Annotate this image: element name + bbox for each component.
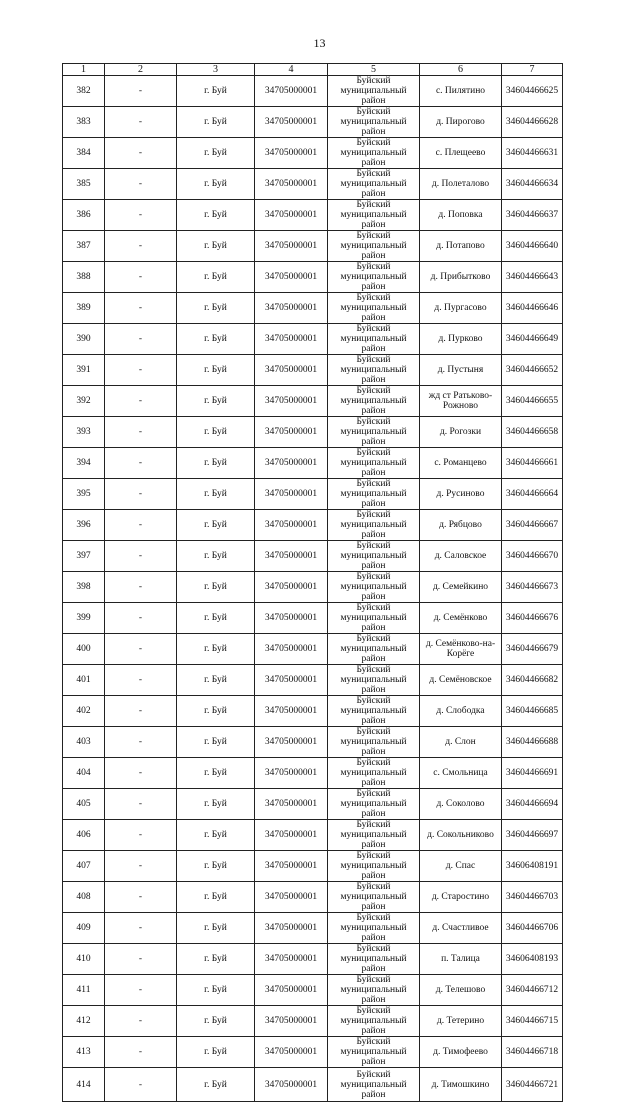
district-cell: Буйский муниципальный район [328, 851, 420, 882]
table-row [63, 541, 563, 572]
row-number-cell: 390 [63, 324, 105, 355]
row-number-cell: 388 [63, 262, 105, 293]
city-code-cell: 34705000001 [255, 975, 328, 1006]
row-number-cell: 384 [63, 138, 105, 169]
settlement-code-cell: 34604466661 [502, 448, 563, 479]
code-2-cell: - [105, 200, 177, 231]
row-number-cell: 393 [63, 417, 105, 448]
code-2-cell: - [105, 231, 177, 262]
district-cell: Буйский муниципальный район [328, 262, 420, 293]
city-cell: г. Буй [177, 169, 255, 200]
settlement-code-cell: 34604466658 [502, 417, 563, 448]
table-row [63, 417, 563, 448]
row-number-cell: 402 [63, 696, 105, 727]
column-header: 4 [255, 64, 328, 76]
city-cell: г. Буй [177, 293, 255, 324]
settlement-code-cell: 34604466703 [502, 882, 563, 913]
code-2-cell: - [105, 1037, 177, 1068]
row-number-cell: 385 [63, 169, 105, 200]
row-number-cell: 412 [63, 1006, 105, 1037]
table-row [63, 572, 563, 603]
district-cell: Буйский муниципальный район [328, 107, 420, 138]
settlement-cell: д. Потапово [420, 231, 502, 262]
settlement-code-cell: 34604466682 [502, 665, 563, 696]
table-row [63, 107, 563, 138]
settlement-cell: п. Талица [420, 944, 502, 975]
city-cell: г. Буй [177, 1006, 255, 1037]
settlement-cell: д. Пурково [420, 324, 502, 355]
district-cell: Буйский муниципальный район [328, 634, 420, 665]
city-cell: г. Буй [177, 262, 255, 293]
city-cell: г. Буй [177, 882, 255, 913]
settlement-code-cell: 34604466628 [502, 107, 563, 138]
code-2-cell: - [105, 138, 177, 169]
code-2-cell: - [105, 696, 177, 727]
settlement-cell: д. Русиново [420, 479, 502, 510]
code-2-cell: - [105, 448, 177, 479]
district-cell: Буйский муниципальный район [328, 293, 420, 324]
settlement-code-cell: 34604466691 [502, 758, 563, 789]
settlement-cell: д. Спас [420, 851, 502, 882]
table-row [63, 665, 563, 696]
settlement-code-cell: 34604466631 [502, 138, 563, 169]
city-cell: г. Буй [177, 479, 255, 510]
settlement-cell: с. Пилятино [420, 76, 502, 107]
code-2-cell: - [105, 386, 177, 417]
district-cell: Буйский муниципальный район [328, 324, 420, 355]
code-2-cell: - [105, 603, 177, 634]
city-code-cell: 34705000001 [255, 789, 328, 820]
settlement-cell: д. Телешово [420, 975, 502, 1006]
settlement-code-cell: 34604466652 [502, 355, 563, 386]
city-code-cell: 34705000001 [255, 138, 328, 169]
code-2-cell: - [105, 913, 177, 944]
city-code-cell: 34705000001 [255, 696, 328, 727]
code-2-cell: - [105, 944, 177, 975]
header-row [63, 64, 563, 76]
city-cell: г. Буй [177, 975, 255, 1006]
table-row [63, 448, 563, 479]
city-code-cell: 34705000001 [255, 541, 328, 572]
table-row [63, 200, 563, 231]
district-cell: Буйский муниципальный район [328, 789, 420, 820]
table-row [63, 138, 563, 169]
code-2-cell: - [105, 789, 177, 820]
district-cell: Буйский муниципальный район [328, 541, 420, 572]
city-cell: г. Буй [177, 510, 255, 541]
settlement-cell: с. Смольница [420, 758, 502, 789]
table-row [63, 169, 563, 200]
code-2-cell: - [105, 76, 177, 107]
row-number-cell: 408 [63, 882, 105, 913]
city-cell: г. Буй [177, 107, 255, 138]
city-code-cell: 34705000001 [255, 355, 328, 386]
city-code-cell: 34705000001 [255, 727, 328, 758]
city-code-cell: 34705000001 [255, 1006, 328, 1037]
city-cell: г. Буй [177, 1068, 255, 1102]
district-cell: Буйский муниципальный район [328, 1068, 420, 1102]
settlement-cell: д. Семейкино [420, 572, 502, 603]
district-cell: Буйский муниципальный район [328, 820, 420, 851]
city-cell: г. Буй [177, 944, 255, 975]
district-cell: Буйский муниципальный район [328, 169, 420, 200]
city-cell: г. Буй [177, 1037, 255, 1068]
code-2-cell: - [105, 479, 177, 510]
table-row [63, 944, 563, 975]
city-cell: г. Буй [177, 665, 255, 696]
city-cell: г. Буй [177, 324, 255, 355]
city-code-cell: 34705000001 [255, 1068, 328, 1102]
district-cell: Буйский муниципальный район [328, 758, 420, 789]
district-cell: Буйский муниципальный район [328, 882, 420, 913]
settlement-code-cell: 34604466679 [502, 634, 563, 665]
city-cell: г. Буй [177, 851, 255, 882]
settlement-code-cell: 34604466634 [502, 169, 563, 200]
city-code-cell: 34705000001 [255, 107, 328, 138]
city-cell: г. Буй [177, 231, 255, 262]
city-code-cell: 34705000001 [255, 200, 328, 231]
row-number-cell: 382 [63, 76, 105, 107]
row-number-cell: 407 [63, 851, 105, 882]
code-2-cell: - [105, 634, 177, 665]
city-cell: г. Буй [177, 634, 255, 665]
city-code-cell: 34705000001 [255, 386, 328, 417]
settlement-code-cell: 34604466673 [502, 572, 563, 603]
row-number-cell: 414 [63, 1068, 105, 1102]
city-cell: г. Буй [177, 572, 255, 603]
code-2-cell: - [105, 1068, 177, 1102]
table-row [63, 634, 563, 665]
city-cell: г. Буй [177, 417, 255, 448]
code-2-cell: - [105, 169, 177, 200]
row-number-cell: 383 [63, 107, 105, 138]
row-number-cell: 386 [63, 200, 105, 231]
code-2-cell: - [105, 510, 177, 541]
city-cell: г. Буй [177, 913, 255, 944]
district-cell: Буйский муниципальный район [328, 944, 420, 975]
table-row [63, 324, 563, 355]
table-row [63, 696, 563, 727]
row-number-cell: 399 [63, 603, 105, 634]
settlement-cell: д. Рябцово [420, 510, 502, 541]
settlement-code-cell: 34604466718 [502, 1037, 563, 1068]
city-code-cell: 34705000001 [255, 944, 328, 975]
code-2-cell: - [105, 417, 177, 448]
row-number-cell: 395 [63, 479, 105, 510]
city-cell: г. Буй [177, 200, 255, 231]
settlement-code-cell: 34604466670 [502, 541, 563, 572]
district-cell: Буйский муниципальный район [328, 355, 420, 386]
row-number-cell: 413 [63, 1037, 105, 1068]
settlement-cell: д. Семёновское [420, 665, 502, 696]
row-number-cell: 411 [63, 975, 105, 1006]
table-row [63, 1006, 563, 1037]
settlement-code-cell: 34604466640 [502, 231, 563, 262]
code-2-cell: - [105, 851, 177, 882]
settlement-code-cell: 34604466715 [502, 1006, 563, 1037]
table-row [63, 758, 563, 789]
code-2-cell: - [105, 1006, 177, 1037]
row-number-cell: 409 [63, 913, 105, 944]
table-row [63, 851, 563, 882]
table-row [63, 386, 563, 417]
table-row [63, 1037, 563, 1068]
city-cell: г. Буй [177, 758, 255, 789]
settlement-cell: д. Поповка [420, 200, 502, 231]
city-code-cell: 34705000001 [255, 293, 328, 324]
row-number-cell: 405 [63, 789, 105, 820]
code-2-cell: - [105, 882, 177, 913]
city-code-cell: 34705000001 [255, 758, 328, 789]
district-cell: Буйский муниципальный район [328, 231, 420, 262]
table-row [63, 231, 563, 262]
city-code-cell: 34705000001 [255, 417, 328, 448]
code-2-cell: - [105, 293, 177, 324]
city-code-cell: 34705000001 [255, 1037, 328, 1068]
city-code-cell: 34705000001 [255, 634, 328, 665]
row-number-cell: 391 [63, 355, 105, 386]
row-number-cell: 398 [63, 572, 105, 603]
settlement-code-cell: 34604466712 [502, 975, 563, 1006]
district-cell: Буйский муниципальный район [328, 665, 420, 696]
city-cell: г. Буй [177, 76, 255, 107]
table-row [63, 355, 563, 386]
settlement-code-cell: 34606408193 [502, 944, 563, 975]
city-code-cell: 34705000001 [255, 851, 328, 882]
settlement-cell: с. Романцево [420, 448, 502, 479]
city-cell: г. Буй [177, 789, 255, 820]
district-cell: Буйский муниципальный район [328, 138, 420, 169]
row-number-cell: 392 [63, 386, 105, 417]
table-row [63, 1068, 563, 1102]
column-header: 3 [177, 64, 255, 76]
city-code-cell: 34705000001 [255, 510, 328, 541]
settlement-cell: д. Полеталово [420, 169, 502, 200]
row-number-cell: 394 [63, 448, 105, 479]
settlement-code-cell: 34604466694 [502, 789, 563, 820]
settlement-cell: д. Сокольниково [420, 820, 502, 851]
settlement-cell: д. Семёнково-на-Корёге [420, 634, 502, 665]
row-number-cell: 400 [63, 634, 105, 665]
settlement-cell: д. Пирогово [420, 107, 502, 138]
table-row [63, 603, 563, 634]
row-number-cell: 406 [63, 820, 105, 851]
code-2-cell: - [105, 572, 177, 603]
district-cell: Буйский муниципальный район [328, 1006, 420, 1037]
settlement-cell: д. Рогозки [420, 417, 502, 448]
table-row [63, 510, 563, 541]
settlement-code-cell: 34604466664 [502, 479, 563, 510]
settlement-code-cell: 34604466655 [502, 386, 563, 417]
settlement-code-cell: 34604466688 [502, 727, 563, 758]
registry-table [62, 63, 563, 1102]
settlement-cell: д. Соколово [420, 789, 502, 820]
district-cell: Буйский муниципальный район [328, 603, 420, 634]
district-cell: Буйский муниципальный район [328, 417, 420, 448]
district-cell: Буйский муниципальный район [328, 479, 420, 510]
table-row [63, 882, 563, 913]
district-cell: Буйский муниципальный район [328, 975, 420, 1006]
code-2-cell: - [105, 758, 177, 789]
row-number-cell: 410 [63, 944, 105, 975]
page-number: 13 [313, 36, 326, 50]
settlement-code-cell: 34604466625 [502, 76, 563, 107]
column-header: 2 [105, 64, 177, 76]
settlement-code-cell: 34604466637 [502, 200, 563, 231]
settlement-code-cell: 34604466697 [502, 820, 563, 851]
city-code-cell: 34705000001 [255, 231, 328, 262]
city-cell: г. Буй [177, 448, 255, 479]
table-row [63, 262, 563, 293]
settlement-cell: жд ст Ратьково-Рожново [420, 386, 502, 417]
table-row [63, 913, 563, 944]
code-2-cell: - [105, 262, 177, 293]
city-cell: г. Буй [177, 386, 255, 417]
settlement-cell: д. Старостино [420, 882, 502, 913]
settlement-code-cell: 34604466706 [502, 913, 563, 944]
district-cell: Буйский муниципальный район [328, 572, 420, 603]
district-cell: Буйский муниципальный район [328, 510, 420, 541]
column-header: 1 [63, 64, 105, 76]
table-row [63, 727, 563, 758]
district-cell: Буйский муниципальный район [328, 448, 420, 479]
row-number-cell: 387 [63, 231, 105, 262]
column-header: 5 [328, 64, 420, 76]
city-code-cell: 34705000001 [255, 169, 328, 200]
city-code-cell: 34705000001 [255, 913, 328, 944]
settlement-cell: д. Слон [420, 727, 502, 758]
column-header: 7 [502, 64, 563, 76]
code-2-cell: - [105, 355, 177, 386]
district-cell: Буйский муниципальный район [328, 200, 420, 231]
city-code-cell: 34705000001 [255, 820, 328, 851]
table-row [63, 293, 563, 324]
settlement-code-cell: 34604466721 [502, 1068, 563, 1102]
settlement-cell: д. Счастливое [420, 913, 502, 944]
table-row [63, 789, 563, 820]
settlement-code-cell: 34604466649 [502, 324, 563, 355]
settlement-cell: д. Семёнково [420, 603, 502, 634]
settlement-cell: д. Пургасово [420, 293, 502, 324]
city-cell: г. Буй [177, 696, 255, 727]
row-number-cell: 403 [63, 727, 105, 758]
city-code-cell: 34705000001 [255, 603, 328, 634]
row-number-cell: 397 [63, 541, 105, 572]
city-code-cell: 34705000001 [255, 262, 328, 293]
city-cell: г. Буй [177, 820, 255, 851]
settlement-code-cell: 34604466646 [502, 293, 563, 324]
district-cell: Буйский муниципальный район [328, 727, 420, 758]
settlement-cell: д. Тимофеево [420, 1037, 502, 1068]
city-cell: г. Буй [177, 727, 255, 758]
settlement-cell: д. Пустыня [420, 355, 502, 386]
table-row [63, 820, 563, 851]
settlement-code-cell: 34606408191 [502, 851, 563, 882]
table-row [63, 76, 563, 107]
city-cell: г. Буй [177, 138, 255, 169]
city-cell: г. Буй [177, 541, 255, 572]
city-cell: г. Буй [177, 603, 255, 634]
district-cell: Буйский муниципальный район [328, 386, 420, 417]
city-code-cell: 34705000001 [255, 882, 328, 913]
district-cell: Буйский муниципальный район [328, 76, 420, 107]
district-cell: Буйский муниципальный район [328, 913, 420, 944]
table-row [63, 975, 563, 1006]
row-number-cell: 396 [63, 510, 105, 541]
code-2-cell: - [105, 107, 177, 138]
row-number-cell: 389 [63, 293, 105, 324]
code-2-cell: - [105, 541, 177, 572]
settlement-code-cell: 34604466667 [502, 510, 563, 541]
code-2-cell: - [105, 665, 177, 696]
city-code-cell: 34705000001 [255, 479, 328, 510]
table-body [63, 76, 563, 1102]
settlement-code-cell: 34604466676 [502, 603, 563, 634]
city-code-cell: 34705000001 [255, 448, 328, 479]
settlement-cell: д. Слободка [420, 696, 502, 727]
row-number-cell: 404 [63, 758, 105, 789]
settlement-code-cell: 34604466643 [502, 262, 563, 293]
district-cell: Буйский муниципальный район [328, 1037, 420, 1068]
settlement-cell: д. Прибытково [420, 262, 502, 293]
city-code-cell: 34705000001 [255, 665, 328, 696]
settlement-cell: д. Саловское [420, 541, 502, 572]
code-2-cell: - [105, 727, 177, 758]
settlement-cell: д. Тимошкино [420, 1068, 502, 1102]
settlement-cell: с. Плещеево [420, 138, 502, 169]
city-code-cell: 34705000001 [255, 572, 328, 603]
code-2-cell: - [105, 820, 177, 851]
code-2-cell: - [105, 975, 177, 1006]
table-row [63, 479, 563, 510]
column-header: 6 [420, 64, 502, 76]
city-code-cell: 34705000001 [255, 76, 328, 107]
code-2-cell: - [105, 324, 177, 355]
settlement-cell: д. Тетерино [420, 1006, 502, 1037]
settlement-code-cell: 34604466685 [502, 696, 563, 727]
row-number-cell: 401 [63, 665, 105, 696]
city-code-cell: 34705000001 [255, 324, 328, 355]
city-cell: г. Буй [177, 355, 255, 386]
district-cell: Буйский муниципальный район [328, 696, 420, 727]
